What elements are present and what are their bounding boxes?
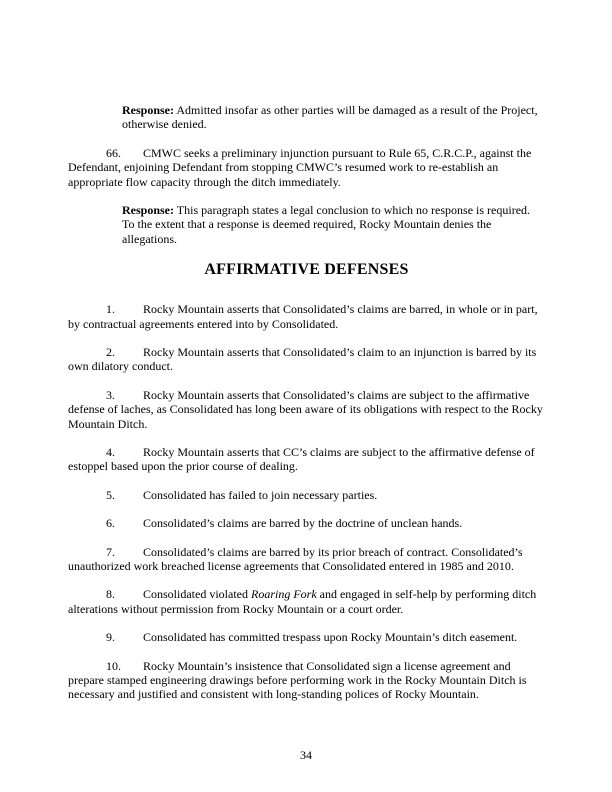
defense-number: 8. <box>106 587 115 602</box>
defense-number: 7. <box>106 544 115 559</box>
defense-number: 6. <box>106 516 115 531</box>
defense-paragraph-1 <box>68 302 545 331</box>
defense-paragraph-6 <box>68 516 545 530</box>
defense-text: Rocky Mountain asserts that Consolidated’s claim to an injunction is barred by its own dilatory conduct. <box>68 345 537 374</box>
paragraph-66-number: 66. <box>106 145 121 160</box>
defense-text: Rocky Mountain asserts that Consolidated’s claims are subject to the affirmative defense of laches, as Consolidated has long been aware of its obligations with respect to the Rocky Mountain Ditch. <box>68 387 543 431</box>
defense-number: 3. <box>106 387 115 402</box>
defense-paragraph-10 <box>68 659 545 702</box>
defense-text: Consolidated violated <box>143 587 251 602</box>
defense-paragraph-4 <box>68 445 545 474</box>
defense-text: Consolidated’s claims are barred by its prior breach of contract. Consolidated’s unauthorized work breached license agreements that Consolidated entered in 1985 and 2010. <box>68 544 523 573</box>
paragraph-66 <box>68 146 545 189</box>
defense-paragraph-7 <box>68 545 545 574</box>
defense-number: 5. <box>106 487 115 502</box>
defense-paragraph-3 <box>68 388 545 431</box>
response-paragraph-1 <box>122 103 545 132</box>
page-number: 34 <box>300 748 312 762</box>
document-body <box>68 103 545 716</box>
defense-number: 2. <box>106 345 115 360</box>
defense-paragraph-8 <box>68 587 545 616</box>
response-text: Admitted insofar as other parties will be damaged as a result of the Project, otherwise denied. <box>122 103 538 132</box>
paragraph-66-text: CMWC seeks a preliminary injunction pursuant to Rule 65, C.R.C.P., against the Defendant, enjoining Defendant from stopping CMWC’s resumed work to re-establish an appropriate flow capacity through the ditch immediately. <box>68 145 532 189</box>
defense-number: 9. <box>106 630 115 645</box>
affirmative-defenses-heading: AFFIRMATIVE DEFENSES <box>204 261 409 279</box>
defense-text: and engaged in self-help by performing ditch alterations without permission from Rocky Mountain or a court order. <box>68 587 537 616</box>
defense-text: Consolidated has failed to join necessary parties. <box>143 487 378 502</box>
defense-number: 1. <box>106 302 115 317</box>
defense-paragraph-9 <box>68 630 545 644</box>
defense-paragraph-2 <box>68 345 545 374</box>
defense-text: Rocky Mountain asserts that CC’s claims are subject to the affirmative defense of estoppel based upon the prior course of dealing. <box>68 445 535 474</box>
defense-paragraph-5 <box>68 488 545 502</box>
response-label: Response: <box>122 103 175 117</box>
response-text: This paragraph states a legal conclusion to which no response is required. To the extent that a response is deemed required, Rocky Mountain denies the allegations. <box>122 202 531 246</box>
defense-text: Rocky Mountain asserts that Consolidated’s claims are barred, in whole or in part, by contractual agreements entered into by Consolidated. <box>68 302 538 331</box>
response-label: Response: <box>122 202 175 217</box>
defense-text: Consolidated has committed trespass upon Rocky Mountain’s ditch easement. <box>143 630 518 645</box>
defense-number: 10. <box>106 658 121 673</box>
defense-text: Consolidated’s claims are barred by the doctrine of unclean hands. <box>143 516 463 531</box>
response-paragraph-2 <box>122 203 545 246</box>
defense-number: 4. <box>106 445 115 460</box>
case-name-italic: Roaring Fork <box>250 587 317 602</box>
defense-text: Rocky Mountain’s insistence that Consolidated sign a license agreement and prepare stamped engineering drawings before performing work in the Rocky Mountain Ditch is necessary and justified and consistent with long-standing polices of Rocky Mountain. <box>68 658 527 702</box>
